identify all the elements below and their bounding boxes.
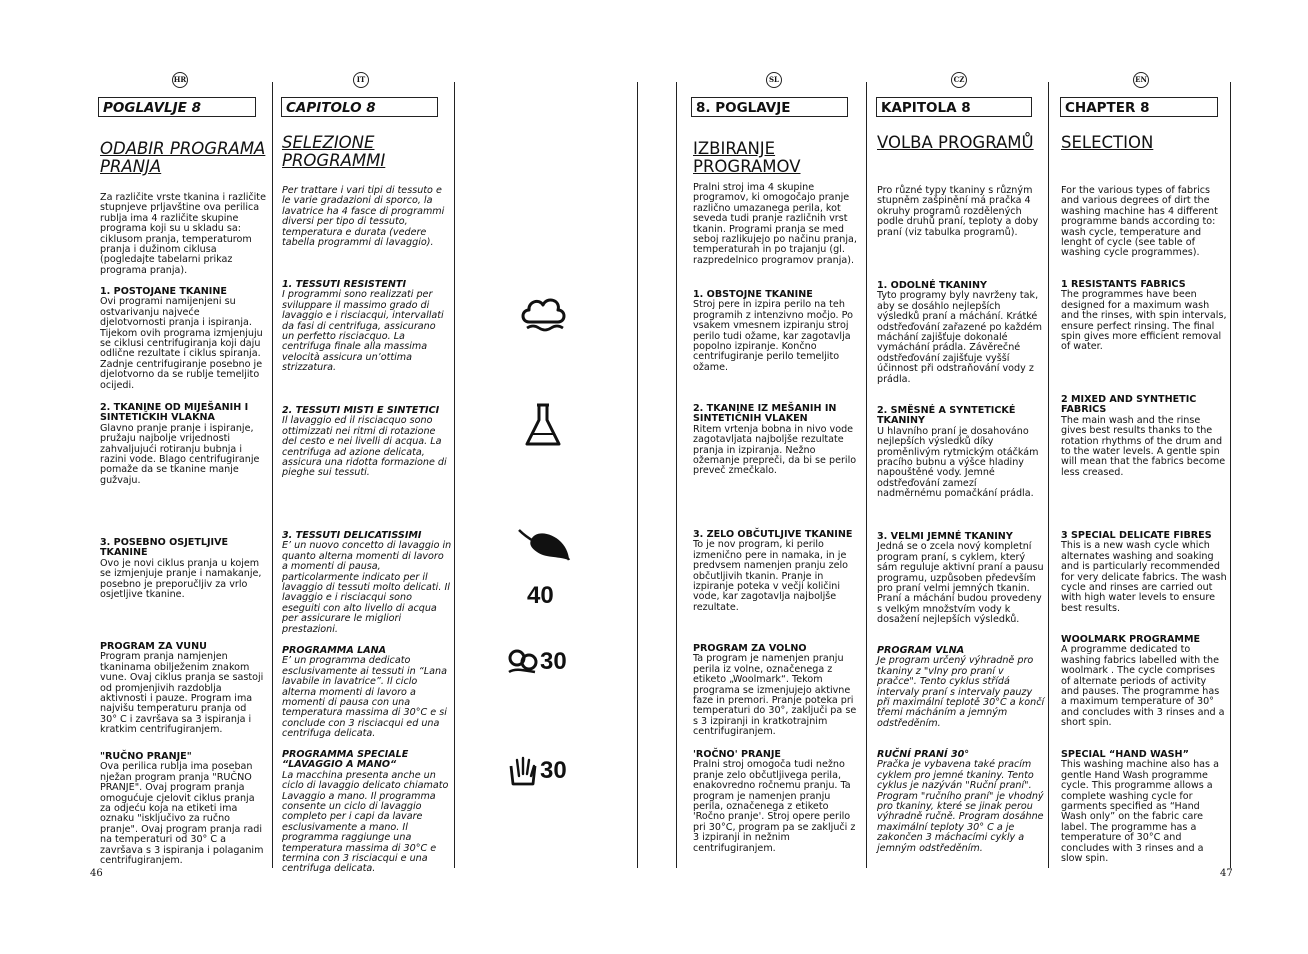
section-wool-sl: PROGRAM ZA VOLNO Ta program je namenjen pranju perila iz volne, označenega z etiketo „Woolmark“. Tekom programa se izmenjujejo aktivne faze in premori. Pranje poteka pri temperaturi do 30°, zaključi pa se s 3 izpiranji in kratkotrajnim centrifugiranjem. (693, 643, 857, 738)
section-delicate-en: 3 SPECIAL DELICATE FIBRES This is a new wash cycle which alternates washing and soaking and is particularly recommended for very delicate fabrics. The wash cycle and rinses are carried out with high water levels to ensure best results. (1061, 530, 1227, 614)
section-handwash-hr: "RUČNO PRANJE" Ova perilica rublja ima poseban nježan program pranja "RUČNO PRANJE". Ovaj program pranja omogućuje cjelovit ciklus pranja za odjeću koja na etiketi ima oznaku "isključivo za ručno pranje". Ovaj program pranja radi na temperaturi od 30° C a završava s 3 ispiranja i polaganim centrifugiranjem. (100, 751, 264, 867)
section-title-hr: ODABIR PROGRAMA PRANJA (100, 139, 266, 176)
language-badge-sl: SL (766, 72, 782, 88)
section-mixed-hr: 2. TKANINE OD MIJEŠANIH I SINTETIČKIH VLAKNA Glavno pranje pranje i ispiranje, pružaju najbolje vrijednosti zahvaljujući rotiranju bubnja i razini vode. Blago centrifugiranje pomaže da se tkanine manje gužvaju. (100, 402, 260, 486)
delicate-feather-icon (515, 526, 571, 566)
language-badge-it: IT (353, 72, 369, 88)
section-delicate-sl: 3. ZELO OBČUTLJIVE TKANINE To je nov program, ki perilo izmenično pere in namaka, in je predvsem namenjen pranju zelo občutljivih tkanin. Pranje in izpiranje poteka v večji količini vode, kar zagotavlja najboljše rezultate. (693, 529, 853, 613)
section-title-en: SELECTION (1061, 133, 1154, 152)
section-handwash-sl: 'ROČNO' PRANJE Pralni stroj omogoča tudi nežno pranje zelo občutljivega perila, enakovredno ročnemu pranju. Ta program je namenjen pranju perila, označenega z etiketo 'Ročno pranje'. Stroj opere perilo pri 30°C, program pa se zaključi z 3 izpiranji in nežnim centrifugiranjem. (693, 749, 856, 854)
section-resistant-hr: 1. POSTOJANE TKANINE Ovi programi namijenjeni su ostvarivanju najveće djelotvornosti pranja i ispiranja. Tijekom ovih programa izmjenjuju se ciklusi centrifugiranja koji daju odlične rezultate i ciklus spiranja. Zadnje centrifugiranje posebno je djelotvorno da se rublje temeljito ocijedi. (100, 286, 263, 391)
resistant-fabric-icon (517, 292, 571, 338)
column-divider (1048, 82, 1049, 868)
intro-text-hr: Za različite vrste tkanina i različite stupnjeve prljavštine ova perilica rublja ima 4 različite skupine programa koji su u skladu sa: ciklusom pranja, temperaturom pranja i dužinom ciklusa (pogledajte tabelarni prikaz programa pranja). (100, 192, 266, 276)
column-divider (866, 82, 867, 868)
section-title-cz: VOLBA PROGRAMŮ (877, 133, 1034, 152)
intro-text-it: Per trattare i vari tipi di tessuto e le varie gradazioni di sporco, la lavatrice ha 4 fasce di programmi diversi per tipo di tessuto, temperatura e durata (vedere tabella programmi di lavaggio). (282, 185, 445, 249)
section-resistant-it: 1. TESSUTI RESISTENTI I programmi sono realizzati per sviluppare il massimo grado di lavaggio e i risciacqui, intervallati da fasi di centrifuga, assicurano un perfetto risciacquo. La centrifuga finale alla massima velocità assicura un’ottima strizzatura. (282, 279, 444, 374)
language-badge-en: EN (1133, 72, 1149, 88)
section-mixed-it: 2. TESSUTI MISTI E SINTETICI Il lavaggio ed il risciacquo sono ottimizzati nei ritmi di rotazione del cesto e nei livelli di acqua. La centrifuga ad azione delicata, assicura una ridotta formazione di pieghe sui tessuti. (282, 405, 447, 479)
section-resistant-cz: 1. ODOLNÉ TKANINY Tyto programy byly navrženy tak, aby se dosáhlo nejlepších výsledků praní a máchání. Krátké odstřeďování zařazené po každém máchání zajišťuje dokonalé vymáchání prádla. Závěrečné odstřeďování zajišťuje vyšší účinnost při odstraňování vody z prádla. (877, 280, 1043, 385)
page-number-right: 47 (1220, 868, 1233, 879)
page-gutter-right (676, 82, 677, 868)
section-handwash-cz: RUČNÍ PRANÍ 30° Pračka je vybavena také pracím cyklem pro jemné tkaniny. Tento cyklus je nazýván "Ruční praní". Program "ručního praní" je vhodný pro tkaniny, které se jinak perou výhradně ručně. Program dosáhne maximální teploty 30° C a je zakončen 3 máchacími cykly a jemným odstředěním. (877, 749, 1044, 854)
woolmark-icon (505, 646, 541, 676)
column-divider (1230, 82, 1231, 868)
section-wool-hr: PROGRAM ZA VUNU Program pranja namjenjen tkaninama obilježenim znakom vune. Ovaj ciklus pranja se sastoji od promjenjivih razdoblja aktivnosti i pauze. Program ima najvišu temperaturu pranja od 30° C i završava sa 3 ispiranja i kratkim centrifugiranjem. (100, 641, 264, 736)
section-resistant-en: 1 RESISTANTS FABRICS The programmes have been designed for a maximum wash and the rinses, with spin intervals, ensure perfect rinsing. The final spin gives more efficient removal of water. (1061, 279, 1227, 353)
woolmark-temperature-label: 30 (540, 648, 567, 675)
section-resistant-sl: 1. OBSTOJNE TKANINE Stroj pere in izpira perilo na teh programih z intenzivno močjo. Po vsakem vmesnem izpiranju stroj perilo tudi ožame, kar zagotavlja popolno izpiranje. Končno centrifugiranje perilo temeljito ožame. (693, 289, 853, 373)
section-mixed-sl: 2. TKANINE IZ MEŠANIH IN SINTETIČNIH VLAKEN Ritem vrtenja bobna in nivo vode zagotavljata najboljše rezultate pranja in izpiranja. Nežno ožemanje prepreči, da bi se perilo preveč zmečkalo. (693, 403, 857, 477)
handwash-icon (507, 754, 539, 788)
intro-text-sl: Pralni stroj ima 4 skupine programov, ki omogočajo pranje različno umazanega perila, kot seveda tudi pranje različnih vrst tkanin. Programi pranja se med seboj razlikujejo po načinu pranja, temperaturah in po trajanju (gl. razpredelnico programov pranja). (693, 182, 857, 266)
intro-text-en: For the various types of fabrics and various degrees of dirt the washing machine has 4 different programme bands according to: wash cycle, temperature and lenght of cycle (see table of washing cycle programmes). (1061, 185, 1218, 259)
chapter-heading-it: CAPITOLO 8 (281, 97, 438, 117)
section-wool-cz: PROGRAM VLNA Je program určený výhradně pro tkaniny z "vlny pro praní v pračce". Tento cyklus střídá intervaly praní s intervaly pauzy při maximální teplotě 30°C a končí třemi mácháním a jemným odstředěním. (877, 645, 1045, 729)
page-gutter-left (637, 82, 638, 868)
chapter-heading-cz: KAPITOLA 8 (876, 97, 1032, 117)
section-mixed-en: 2 MIXED AND SYNTHETIC FABRICS The main wash and the rinse gives best results thanks to the rotation rhythms of the drum and to the water levels. A gentle spin will mean that the fabrics become less creased. (1061, 394, 1226, 478)
wool-temperature-label: 40 (527, 582, 554, 609)
section-title-it: SELEZIONE PROGRAMMI (282, 133, 386, 170)
column-divider (272, 82, 273, 868)
column-divider (454, 82, 455, 868)
chapter-heading-sl: 8. POGLAVJE (691, 97, 848, 117)
section-delicate-it: 3. TESSUTI DELICATISSIMI E’ un nuovo concetto di lavaggio in quanto alterna momenti di lavoro a momenti di pausa, particolarmente indicato per il lavaggio di tessuti molto delicati. Il lavaggio e i risciacqui sono eseguiti con alto livello di acqua per assicurare le migliori prestazioni. (282, 530, 452, 635)
section-wool-it: PROGRAMMA LANA E’ un programma dedicato esclusivamente ai tessuti in “Lana lavabile in lavatrice”. Il ciclo alterna momenti di lavoro a momenti di pausa con una temperatura massima di 30°C e si conclude con 3 risciacqui ed una centrifuga delicata. (282, 645, 447, 740)
section-delicate-cz: 3. VELMI JEMNÉ TKANINY Jedná se o zcela nový kompletní program praní, s cyklem, který sám reguluje aktivní praní a pausu programu, uzpůsoben především pro praní velmi jemných tkanin. Praní a máchání budou provedeny s velkým množstvím vody k dosažení nejlepších výsledků. (877, 531, 1044, 626)
section-handwash-en: SPECIAL “HAND WASH” This washing machine also has a gentle Hand Wash programme cycle. This programme allows a complete washing cycle for garments specified as “Hand Wash only” on the fabric care label. The programme has a temperature of 30°C and concludes with 3 rinses and a slow spin. (1061, 749, 1219, 865)
page-number-left: 46 (90, 868, 103, 879)
chapter-heading-en: CHAPTER 8 (1060, 97, 1218, 117)
handwash-temperature-label: 30 (540, 757, 567, 784)
language-badge-hr: HR (172, 72, 188, 88)
section-mixed-cz: 2. SMĚSNÉ A SYNTETICKÉ TKANINY U hlavního praní je dosahováno nejlepších výsledků díky proměnlivým rytmickým otáčkám pracího bubnu a výšce hladiny napouštěné vody. Jemné odstřeďování zamezí nadměrnému pomačkání prádla. (877, 405, 1039, 500)
section-title-sl: IZBIRANJE PROGRAMOV (693, 139, 801, 176)
section-wool-en: WOOLMARK PROGRAMME A programme dedicated to washing fabrics labelled with the woolmark . The cycle comprises of alternate periods of activity and pauses. The programme has a maximum temperature of 30° and concludes with 3 rinses and a short spin. (1061, 634, 1225, 729)
language-badge-cz: CZ (951, 72, 967, 88)
intro-text-cz: Pro různé typy tkaniny s různým stupněm zašpinění má pračka 4 okruhy programů rozdělených podle druhů praní, teploty a doby praní (viz tabulka programů). (877, 185, 1039, 238)
section-handwash-it: PROGRAMMA SPECIALE “LAVAGGIO A MANO“ La macchina presenta anche un ciclo di lavaggio delicato chiamato Lavaggio a mano. Il programma consente un ciclo di lavaggio completo per i capi da lavare esclusivamente a mano. Il programma raggiunge una temperatura massima di 30°C e termina con 3 risciacqui e una centrifuga delicata. (282, 749, 449, 875)
synthetic-fabric-icon (523, 402, 563, 448)
section-delicate-hr: 3. POSEBNO OSJETLJIVE TKANINE Ovo je novi ciklus pranja u kojem se izmjenjuje pranje i namakanje, posebno je preporučljiv za vrlo osjetljive tkanine. (100, 537, 262, 601)
chapter-heading-hr: POGLAVLJE 8 (98, 97, 256, 117)
